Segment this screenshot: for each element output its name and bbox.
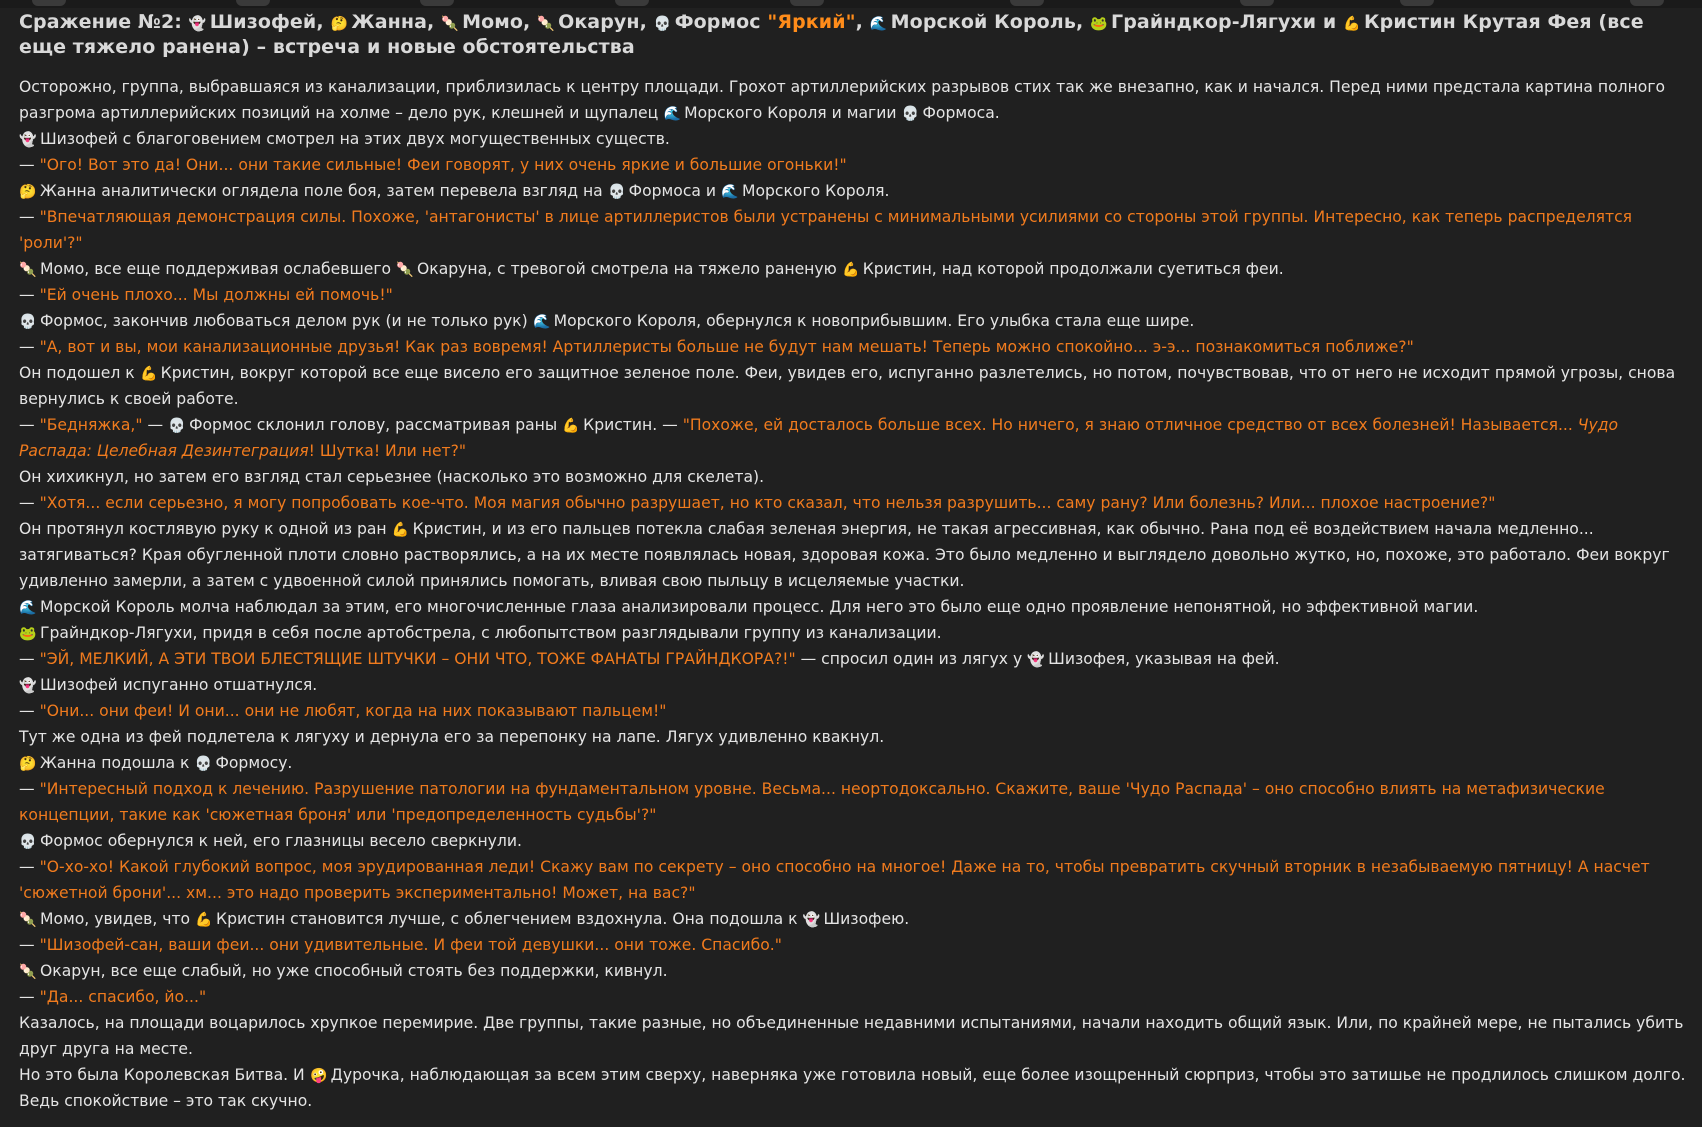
story-line <box>19 152 1689 178</box>
dialogue-text: "Шизофей-сан, ваши феи... они удивительные. И феи той девушки... они тоже. Спасибо." <box>39 936 782 954</box>
dialogue-dash: — <box>19 780 40 798</box>
narration-text: Формосу. <box>215 754 293 772</box>
story-line <box>19 932 1689 958</box>
narration-text: Морского Короля. <box>742 182 890 200</box>
ghost-icon: 👻 <box>19 132 37 148</box>
narration-text: Морского Короля, обернулся к новоприбывшим. Его улыбка стала еще шире. <box>553 312 1195 330</box>
dialogue-text: Чудо Распада: Целебная Дезинтеграция <box>19 416 1619 460</box>
ghost-icon: 👻 <box>1027 652 1045 668</box>
chapter-heading <box>19 10 1689 60</box>
muscle-icon: 💪 <box>841 262 860 278</box>
dialogue-text: "Ого! Вот это да! Они... они такие сильные! Феи говорят, у них очень яркие и большие огоньки!" <box>39 156 847 174</box>
story-line <box>19 412 1689 464</box>
dango-icon: 🍡 <box>441 16 459 32</box>
heading-text: Формос <box>674 11 761 33</box>
muscle-icon: 💪 <box>562 418 580 434</box>
dialogue-text: "Ей очень плохо... Мы должны ей помочь!" <box>39 286 393 304</box>
story-line <box>19 256 1689 282</box>
story-line <box>19 620 1689 646</box>
story-line <box>19 334 1689 360</box>
frog-icon: 🐸 <box>19 626 37 642</box>
dialogue-dash: — <box>19 650 40 668</box>
dialogue-text: "Впечатляющая демонстрация силы. Похоже, 'антагонисты' в лице артиллеристов были устранены с минимальными усилиями со стороны этой группы. Интересно, как теперь распределятся 'роли'?" <box>19 208 1633 252</box>
next-heading-partial <box>19 1118 1689 1127</box>
story-line <box>19 464 1689 490</box>
thinking-face-icon: 🤔 <box>19 756 37 772</box>
toolbar-icon[interactable] <box>420 0 454 6</box>
narration-text: Формос обернулся к ней, его глазницы весело сверкнули. <box>40 832 522 850</box>
narration-text: Тут же одна из фей подлетела к лягуху и дернула его за перепонку на лапе. Лягух удивленно квакнул. <box>19 728 885 746</box>
narration-text: Кристин. — <box>583 416 683 434</box>
skull-icon: 💀 <box>19 314 37 330</box>
toolbar-icon[interactable] <box>1400 0 1434 6</box>
dialogue-text: ! Шутка! Или нет?" <box>308 442 467 460</box>
heading-text: Морской Король, <box>890 11 1084 33</box>
narration-text: Окарун, все еще слабый, но уже способный стоять без поддержки, кивнул. <box>40 962 668 980</box>
narration-text: Формоса и <box>628 182 722 200</box>
narration-text: Шизофей с благоговением смотрел на этих двух могущественных существ. <box>40 130 670 148</box>
story-line <box>19 308 1689 334</box>
story-line <box>19 698 1689 724</box>
narration-text: — <box>142 416 169 434</box>
dango-icon: 🍡 <box>19 964 37 980</box>
narration-text: Окаруна, с тревогой смотрела на тяжело раненую <box>417 260 842 278</box>
dialogue-dash: — <box>19 416 40 434</box>
narration-text: Казалось, на площади воцарилось хрупкое перемирие. Две группы, такие разные, но объединенные недавними испытаниями, начали находить общий язык. Или, по крайней мере, не пытались убить друг друга на месте. <box>19 1014 1684 1058</box>
narration-text: Морской Король молча наблюдал за этим, его многочисленные глаза анализировали процесс. Для него это было еще одно проявление непонятной, но эффективной магии. <box>40 598 1479 616</box>
dialogue-dash: — <box>19 156 40 174</box>
toolbar-icon[interactable] <box>236 0 270 6</box>
story-line <box>19 178 1689 204</box>
dialogue-dash: — <box>19 936 40 954</box>
top-toolbar <box>0 0 1702 8</box>
story-line <box>19 360 1689 412</box>
story-line <box>19 984 1689 1010</box>
story-line <box>19 74 1689 126</box>
dango-icon: 🍡 <box>19 912 37 928</box>
narration-text: Морского Короля и магии <box>684 104 902 122</box>
toolbar-icon[interactable] <box>1010 0 1044 6</box>
story-line <box>19 490 1689 516</box>
story-line <box>19 854 1689 906</box>
dialogue-text: "Похоже, ей досталось больше всех. Но ничего, я знаю отличное средство от всех болезней! Называется... <box>682 416 1578 434</box>
dialogue-text: "Да... спасибо, йо..." <box>39 988 207 1006</box>
toolbar-icon[interactable] <box>790 0 824 6</box>
narration-text: Жанна подошла к <box>40 754 195 772</box>
dialogue-text: "А, вот и вы, мои канализационные друзья! Как раз вовремя! Артиллеристы больше не будут нам мешать! Теперь можно спокойно... э-э... познакомиться поближе?" <box>39 338 1414 356</box>
dialogue-text: "ЭЙ, МЕЛКИЙ, А ЭТИ ТВОИ БЛЕСТЯЩИЕ ШТУЧКИ – ОНИ ЧТО, ТОЖЕ ФАНАТЫ ГРАЙНДКОРА?!" <box>39 650 796 668</box>
story-line <box>19 958 1689 984</box>
ghost-icon: 👻 <box>802 912 821 928</box>
story-line <box>19 828 1689 854</box>
muscle-icon: 💪 <box>391 522 410 538</box>
story-line <box>19 724 1689 750</box>
message-content <box>19 10 1689 1127</box>
dialogue-dash: — <box>19 286 40 304</box>
heading-text: Жанна, <box>351 11 435 33</box>
dialogue-dash: — <box>19 988 40 1006</box>
dialogue-dash: — <box>19 338 40 356</box>
narration-text: Момо, увидев, что <box>40 910 196 928</box>
dango-icon: 🍡 <box>396 262 414 278</box>
narration-text: Он хихикнул, но затем его взгляд стал серьезнее (насколько это возможно для скелета). <box>19 468 765 486</box>
narration-text: Формос склонил голову, рассматривая раны <box>189 416 563 434</box>
heading-text: , <box>855 11 863 33</box>
narration-text: Но это была Королевская Битва. И <box>19 1066 310 1084</box>
dialogue-text: "О-хо-хо! Какой глубокий вопрос, моя эрудированная леди! Скажу вам по секрету – оно способно на многое! Даже на то, чтобы превратить скучный вторник в незабываемую пятницу! А насчет 'сюжетной брони'... хм... это надо проверить экспериментально! Может, на вас?" <box>19 858 1650 902</box>
ghost-icon: 👻 <box>19 678 37 694</box>
heading-text: Грайндкор-Лягухи и <box>1110 11 1337 33</box>
story-line <box>19 906 1689 932</box>
narration-text: Шизофею. <box>823 910 910 928</box>
story-line <box>19 282 1689 308</box>
dialogue-dash: — <box>19 702 40 720</box>
narration-text: Шизофея, указывая на фей. <box>1048 650 1280 668</box>
toolbar-icon[interactable] <box>1240 0 1274 6</box>
toolbar-icon[interactable] <box>1630 0 1664 6</box>
story-line <box>19 672 1689 698</box>
narration-text: Жанна аналитически оглядела поле боя, затем перевела взгляд на <box>40 182 608 200</box>
frog-icon: 🐸 <box>1090 16 1108 32</box>
dialogue-text: "Хотя... если серьезно, я могу попробовать кое-что. Моя магия обычно разрушает, но кто сказал, что нельзя разрушить... саму рану? Или болезнь? Или... плохое настроение?" <box>39 494 1496 512</box>
silly-face-icon: 🤪 <box>309 1068 328 1084</box>
story-line <box>19 1062 1689 1114</box>
story-line <box>19 750 1689 776</box>
skull-icon: 💀 <box>19 834 37 850</box>
heading-text: Шизофей, <box>209 11 324 33</box>
narration-text: Он протянул костлявую руку к одной из ран <box>19 520 392 538</box>
skull-icon: 💀 <box>194 756 213 772</box>
dialogue-dash: — <box>19 208 40 226</box>
wave-icon: 🌊 <box>19 600 37 616</box>
dango-icon: 🍡 <box>19 262 37 278</box>
narration-text: Осторожно, группа, выбравшаяся из канализации, приблизилась к центру площади. Грохот артиллерийских разрывов стих так же внезапно, как и начался. Перед ними предстала картина полного разгрома артиллерийских позиций на холме – дело рук, клешней и щупалец <box>19 78 1666 122</box>
dialogue-text: "Бедняжка," <box>39 416 143 434</box>
narration-text: Кристин становится лучше, с облегчением вздохнула. Она подошла к <box>216 910 803 928</box>
narration-text: — спросил один из лягух у <box>795 650 1028 668</box>
skull-icon: 💀 <box>168 418 186 434</box>
heading-accent: "Яркий" <box>767 11 856 33</box>
story-line <box>19 126 1689 152</box>
dango-icon: 🍡 <box>537 16 555 32</box>
dialogue-text: "Они... они феи! И они... они не любят, когда на них показывают пальцем!" <box>39 702 667 720</box>
narration-text: Формос, закончив любоваться делом рук (и не только рук) <box>40 312 533 330</box>
wave-icon: 🌊 <box>663 106 681 122</box>
toolbar-icon[interactable] <box>32 0 66 6</box>
story-line <box>19 776 1689 828</box>
narration-text: Кристин, вокруг которой все еще висело его защитное зеленое поле. Феи, увидев его, испуганно разлетелись, но потом, почувствовав, что от него не исходит прямой угрозы, снова вернулись к своей работе. <box>19 364 1676 408</box>
wave-icon: 🌊 <box>869 16 888 32</box>
story-line <box>19 646 1689 672</box>
heading-text: Кристин Крутая Фея (все еще тяжело ранена) – встреча и новые обстоятельства <box>19 11 1644 58</box>
narration-text: Дурочка, наблюдающая за всем этим сверху, наверняка уже готовила новый, еще более изощренный сюрприз, чтобы это затишье не продлилось слишком долго. Ведь спокойствие – это так скучно. <box>19 1066 1686 1110</box>
story-line <box>19 594 1689 620</box>
skull-icon: 💀 <box>607 184 626 200</box>
story-line <box>19 516 1689 594</box>
dialogue-dash: — <box>19 858 40 876</box>
toolbar-icon[interactable] <box>615 0 649 6</box>
story-line <box>19 204 1689 256</box>
ghost-icon: 👻 <box>188 16 207 32</box>
wave-icon: 🌊 <box>532 314 551 330</box>
story-line <box>19 1010 1689 1062</box>
narration-text: Грайндкор-Лягухи, придя в себя после артобстрела, с любопытством разглядывали группу из канализации. <box>40 624 942 642</box>
dialogue-dash: — <box>19 494 40 512</box>
narration-text: Шизофей испуганно отшатнулся. <box>40 676 318 694</box>
narration-text: Момо, все еще поддерживая ослабевшего <box>40 260 397 278</box>
heading-text: Сражение №2: <box>19 11 182 33</box>
thinking-face-icon: 🤔 <box>330 16 349 32</box>
narration-text: Он подошел к <box>19 364 140 382</box>
thinking-face-icon: 🤔 <box>19 184 37 200</box>
story-body <box>19 74 1689 1114</box>
skull-icon: 💀 <box>653 16 672 32</box>
dialogue-text: "Интересный подход к лечению. Разрушение патологии на фундаментальном уровне. Весьма... неортодоксально. Скажите, ваше 'Чудо Распада' – оно способно влиять на метафизические концепции, такие как 'сюжетная броня' или 'предопределенность судьбы'?" <box>19 780 1605 824</box>
muscle-icon: 💪 <box>139 366 158 382</box>
wave-icon: 🌊 <box>721 184 739 200</box>
heading-text: Момо, <box>462 11 531 33</box>
narration-text: Кристин, и из его пальцев потекла слабая зеленая энергия, не такая агрессивная, как обычно. Рана под её воздействием начала медленно... затягиваться? Края обугленной плоти словно растворялись, а на их месте появлялась новая, здоровая кожа. Это было медленно и выглядело довольно жутко, но, похоже, это работало. Феи вокруг удивленно замерли, а затем с удвоенной силой принялись помогать, вливая свою пыльцу в исцеляемые участки. <box>19 520 1670 590</box>
narration-text: Формоса. <box>922 104 1000 122</box>
muscle-icon: 💪 <box>195 912 213 928</box>
heading-text: Окарун, <box>558 11 647 33</box>
muscle-icon: 💪 <box>1343 16 1361 32</box>
skull-icon: 💀 <box>901 106 920 122</box>
narration-text: Кристин, над которой продолжали суетиться феи. <box>862 260 1284 278</box>
